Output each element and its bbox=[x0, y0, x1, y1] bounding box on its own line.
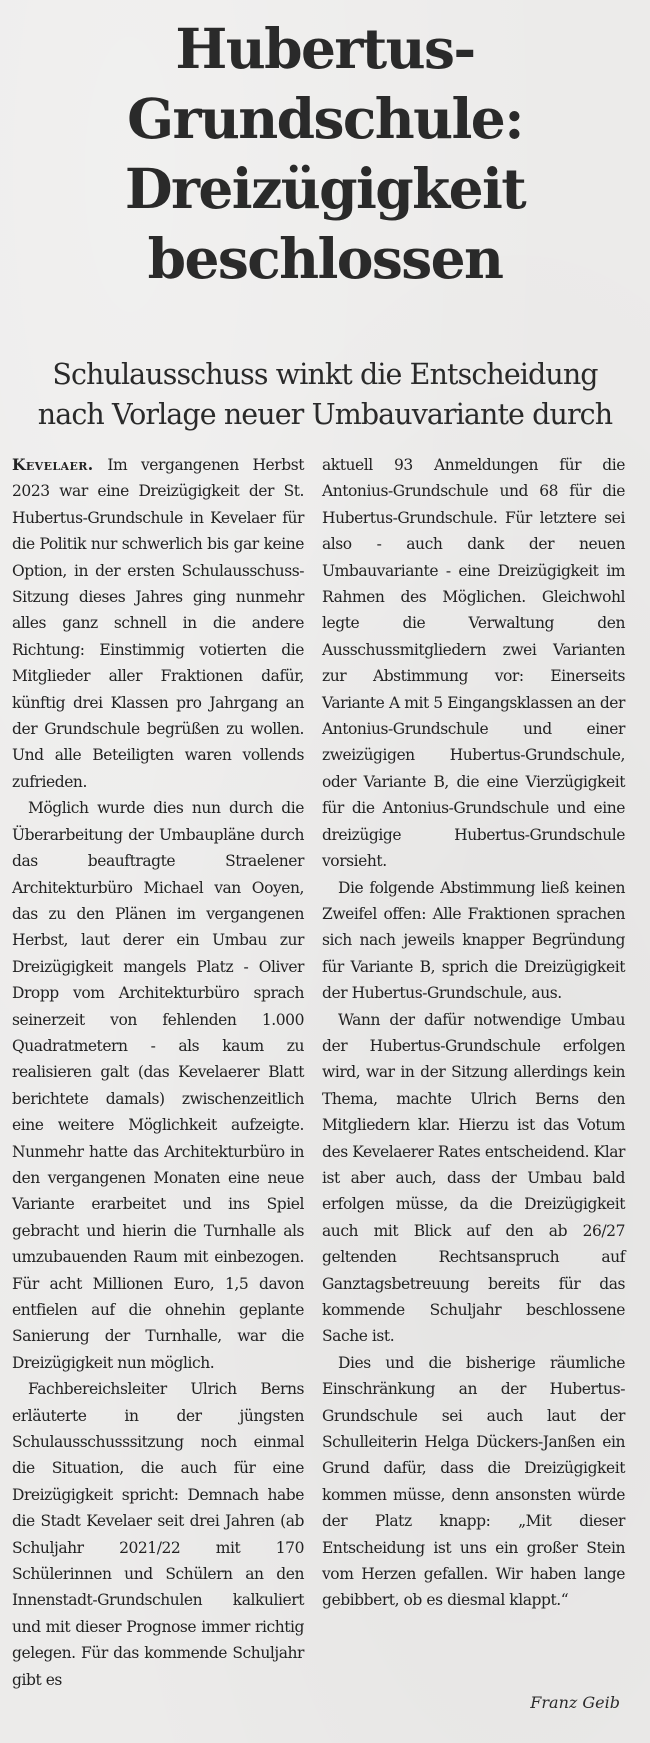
article-paragraph: Möglich wurde dies nun durch die Überarbeitung der Umbaupläne durch das beauftragte Straelener Architekturbüro Michael van Ooyen, das zu den Plänen im vergangenen Herbst, laut derer ein Umbau zur Dreizügigkeit mangels Platz - Oliver Dropp vom Architekturbüro sprach seinerzeit von fehlenden 1.000 Quadratmetern - als kaum zu realisieren galt (das Kevelaerer Blatt berichtete damals) zwischenzeitlich eine weitere Möglichkeit aufzeigte. Nunmehr hatte das Architekturbüro in den vergangenen Monaten eine neue Variante erarbeitet und ins Spiel gebracht und hierin die Turnhalle als umzubauenden Raum mit einbezogen. Für acht Millionen Euro, 1,5 davon entfielen auf die ohnehin geplante Sanierung der Turnhalle, war die Dreizügigkeit nun möglich. bbox=[12, 799, 304, 1372]
headline-line: Hubertus- bbox=[175, 16, 475, 81]
headline bbox=[0, 14, 650, 294]
subheadline-line: nach Vorlage neuer Umbauvariante durch bbox=[37, 398, 613, 431]
article-column-right bbox=[322, 452, 625, 1614]
article-paragraph bbox=[12, 452, 304, 795]
dateline: Kevelaer. bbox=[12, 455, 94, 474]
article-paragraph: Die folgende Abstimmung ließ keinen Zweifel offen: Alle Fraktionen sprachen sich nach jeweils knapper Begründung für Variante B, sprich die Dreizügigkeit der Hubertus-Grundschule, aus. bbox=[322, 878, 625, 1003]
article-paragraph: Fachbereichsleiter Ulrich Berns erläuterte in der jüngsten Schulausschusssitzung noch einmal die Situation, die auch für eine Dreizügigkeit spricht: Demnach habe die Stadt Kevelaer seit drei Jahren (ab Schuljahr 2021/22 mit 170 Schülerinnen und Schülern an den Innenstadt-Grundschulen kalkuliert und mit dieser Prognose immer richtig gelegen. Für das kommende Schuljahr gibt es bbox=[12, 1380, 304, 1689]
headline-line: Grundschule: bbox=[127, 86, 523, 151]
headline-line: Dreizügigkeit bbox=[124, 156, 526, 221]
article-paragraph: Dies und die bisherige räumliche Einschränkung an der Hubertus-Grundschule sei auch laut der Schulleiterin Helga Dückers-Janßen ein Grund dafür, dass die Dreizügigkeit kommen müsse, denn ansonsten würde der Platz knapp: „Mit dieser Entscheidung ist uns ein großer Stein vom Herzen gefallen. Wir haben lange gebibbert, ob es diesmal klappt.“ bbox=[322, 1353, 625, 1610]
article-paragraph: aktuell 93 Anmeldungen für die Antonius-Grundschule und 68 für die Hubertus-Grundschule. Für letztere sei also - auch dank der neuen Umbauvariante - eine Dreizügigkeit im Rahmen des Möglichen. Gleichwohl legte die Verwaltung den Ausschussmitgliedern zwei Varianten zur Abstimmung vor: Einerseits Variante A mit 5 Eingangsklassen an der Antonius-Grundschule und einer zweizügigen Hubertus-Grundschule, oder Variante B, die eine Vierzügigkeit für die Antonius-Grundschule und eine dreizügige Hubertus-Grundschule vorsieht. bbox=[322, 456, 625, 871]
subheadline-line: Schulausschuss winkt die Entscheidung bbox=[52, 358, 598, 391]
subheadline bbox=[0, 355, 650, 435]
paragraph-text: Im vergangenen Herbst 2023 war eine Dreizügigkeit der St. Hubertus-Grundschule in Kevelaer für die Politik nur schwerlich bis gar keine Option, in der ersten Schulausschuss-Sitzung dieses Jahres ging nunmehr alles ganz schnell in die andere Richtung: Einstimmig votierten die Mitglieder aller Fraktionen dafür, künftig drei Klassen pro Jahrgang an der Grundschule begrüßen zu wollen. Und alle Beteiligten waren vollends zufrieden. bbox=[12, 456, 304, 791]
author-byline: Franz Geib bbox=[530, 1693, 620, 1712]
headline-line: beschlossen bbox=[147, 226, 503, 291]
article-paragraph: Wann der dafür notwendige Umbau der Hubertus-Grundschule erfolgen wird, war in der Sitzung allerdings kein Thema, machte Ulrich Berns den Mitgliedern klar. Hierzu ist das Votum des Kevelaerer Rates entscheidend. Klar ist aber auch, dass der Umbau bald erfolgen müsse, da die Dreizügigkeit auch mit Blick auf den ab 26/27 geltenden Rechtsanspruch auf Ganztagsbetreuung bereits für das kommende Schuljahr beschlossene Sache ist. bbox=[322, 1010, 625, 1346]
article-column-left bbox=[12, 452, 304, 1693]
